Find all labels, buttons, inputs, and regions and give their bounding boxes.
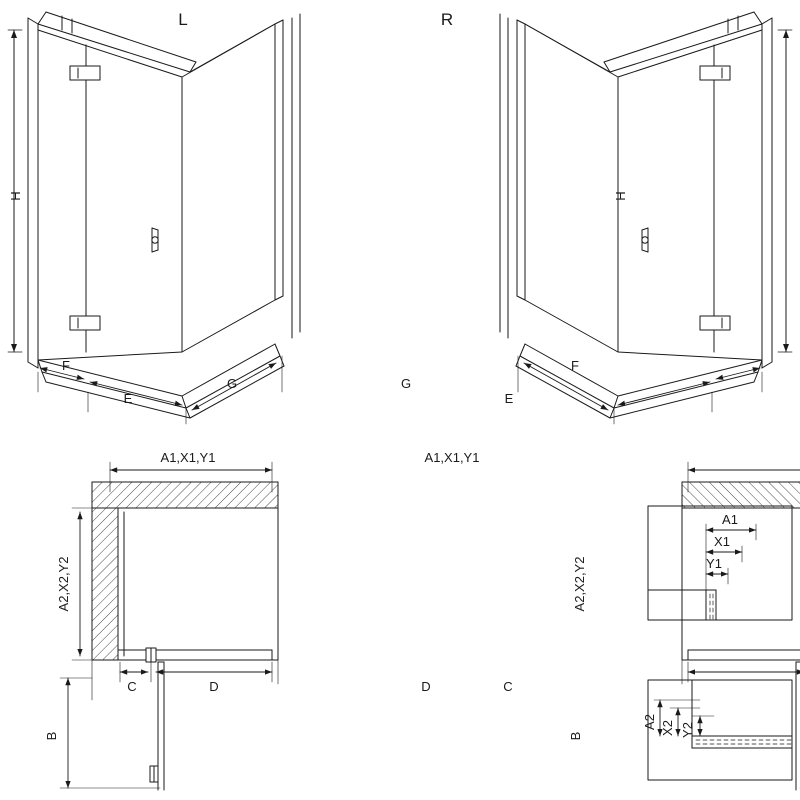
title-left-label: L	[178, 10, 188, 29]
detail-bottom-x2-label: X2	[660, 720, 675, 736]
detail-top-x1-label: X1	[714, 534, 730, 549]
plan-left-d-label: D	[209, 679, 219, 694]
detail-bottom-a2-label: A2	[642, 714, 657, 730]
iso-right-geometry	[500, 12, 792, 424]
iso-left-geometry	[8, 12, 300, 424]
iso-right-side-label: F	[571, 358, 579, 373]
iso-left-front-label: E	[123, 391, 133, 406]
plan-right-c-label: C	[503, 679, 513, 694]
plan-left-geometry	[60, 462, 278, 790]
iso-left-height-label: H	[8, 191, 23, 201]
plan-right-d-label: D	[421, 679, 431, 694]
iso-right-left-label: G	[400, 376, 412, 391]
detail-top-y1-label: Y1	[706, 556, 722, 571]
plan-left-top-label: A1,X1,Y1	[160, 450, 216, 465]
title-right-label: R	[440, 10, 454, 29]
plan-right-b-label: B	[568, 731, 583, 741]
plan-right-geometry	[682, 462, 800, 790]
plan-left-side-label: A2,X2,Y2	[56, 556, 71, 612]
detail-top-a1-label: A1	[722, 512, 738, 527]
iso-right-height-label: H	[613, 191, 628, 201]
plan-right-side-label: A2,X2,Y2	[572, 556, 587, 612]
iso-left-side-label: F	[62, 358, 70, 373]
iso-right-front-label: E	[504, 391, 514, 406]
plan-right-top-label: A1,X1,Y1	[424, 450, 480, 465]
detail-bottom-y2-label: Y2	[680, 722, 695, 738]
plan-left-c-label: C	[127, 679, 137, 694]
iso-left-right-label: G	[226, 376, 238, 391]
plan-left-b-label: B	[44, 731, 59, 741]
